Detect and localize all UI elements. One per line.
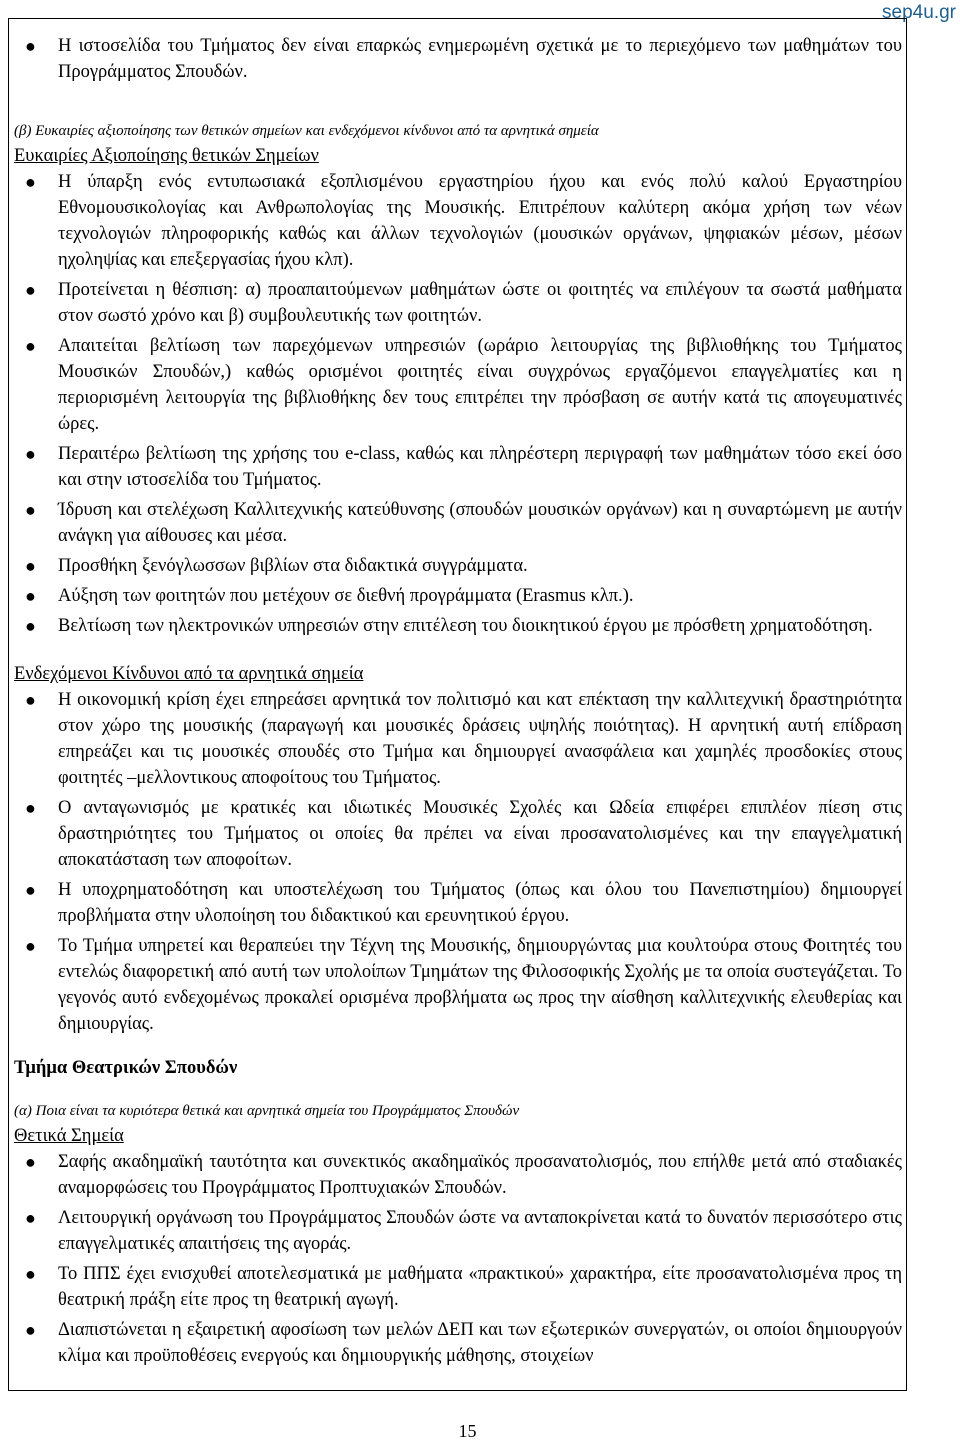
watermark: sep4u.gr xyxy=(882,2,956,23)
positives-list xyxy=(14,1149,902,1369)
bullet-icon: ● xyxy=(25,880,36,900)
list-item xyxy=(14,795,902,873)
list-item-text: Απαιτείται βελτίωση των παρεχόμενων υπηρεσιών (ωράριο λειτουργίας της βιβλιοθήκης του Τμήματος Μουσικών Σπουδών,) καθώς ορισμένοι φοιτητές είναι συγχρόνως εργαζόμενοι επαγγελματίες και η περιορισμένη λειτουργία της βιβλιοθήκης δεν τους επιτρέπει την πρόσβαση σε αυτήν κατά τις απογευματινές ώρες. xyxy=(58,336,902,434)
list-item-text: Προτείνεται η θέσπιση: α) προαπαιτούμενων μαθημάτων ώστε οι φοιτητές να επιλέγουν τα σωστά μαθήματα στον σωστό χρόνο και β) συμβουλευτικής των φοιτητών. xyxy=(58,280,902,326)
list-item-text: Λειτουργική οργάνωση του Προγράμματος Σπουδών ώστε να ανταποκρίνεται κατά το δυνατόν περισσότερο στις επαγγελματικές απαιτήσεις της αγοράς. xyxy=(58,1208,902,1254)
list-item xyxy=(14,277,902,329)
risks-heading: Ενδεχόμενοι Κίνδυνοι από τα αρνητικά σημεία xyxy=(14,664,364,684)
bullet-icon: ● xyxy=(25,444,36,464)
list-item-text: Ίδρυση και στελέχωση Καλλιτεχνικής κατεύθυνσης (σπουδών μουσικών οργάνων) και η συναρτώμενη με αυτήν ανάγκη για αίθουσες και μέσα. xyxy=(58,500,902,546)
bullet-icon: ● xyxy=(25,798,36,818)
bullet-icon: ● xyxy=(25,172,36,192)
list-item-text: Ο ανταγωνισμός με κρατικές και ιδιωτικές Μουσικές Σχολές και Ωδεία επιφέρει επιπλέον πίεση στις δραστηριότητες του Τμήματος οι οποίες θα πρέπει να είναι προσανατολισμένες και την επαγγελματική αποκατάσταση των αποφοίτων. xyxy=(58,798,902,870)
bullet-icon: ● xyxy=(25,1152,36,1172)
bullet-icon: ● xyxy=(25,36,36,56)
positives-heading: Θετικά Σημεία xyxy=(14,1126,124,1146)
list-item xyxy=(14,1317,902,1369)
list-item-text: Αύξηση των φοιτητών που μετέχουν σε διεθνή προγράμματα (Erasmus κλπ.). xyxy=(58,586,634,606)
list-item-text: Το ΠΠΣ έχει ενισχυθεί αποτελεσματικά με μαθήματα «πρακτικού» χαρακτήρα, είτε προσανατολισμένα προς τη θεατρική πράξη είτε προς τη θεατρική αγωγή. xyxy=(58,1264,902,1310)
list-item xyxy=(14,877,902,929)
list-item-text: Διαπιστώνεται η εξαιρετική αφοσίωση των μελών ΔΕΠ και των εξωτερικών συνεργατών, οι οποίοι δημιουργούν κλίμα και προϋποθέσεις ενεργούς και δημιουργικής μάθησης, στοιχείων xyxy=(58,1320,902,1366)
list-item xyxy=(14,497,902,549)
bullet-icon: ● xyxy=(25,616,36,636)
list-item xyxy=(14,441,902,493)
list-item xyxy=(14,933,902,1037)
opportunities-list xyxy=(14,169,902,639)
bullet-icon: ● xyxy=(25,1320,36,1340)
opportunities-heading: Ευκαιρίες Αξιοποίησης θετικών Σημείων xyxy=(14,146,319,166)
list-item-text: Σαφής ακαδημαϊκή ταυτότητα και συνεκτικός ακαδημαϊκός προσανατολισμός, που επήλθε μετά από σταδιακές αναμορφώσεις του Προγράμματος Προπτυχιακών Σπουδών. xyxy=(58,1152,902,1198)
list-item xyxy=(14,1149,902,1201)
list-item xyxy=(14,687,902,791)
list-item-text: Η ύπαρξη ενός εντυπωσιακά εξοπλισμένου εργαστηρίου ήχου και ενός πολύ καλού Εργαστηρίου Εθνομουσικολογίας και Ανθρωπολογίας της Μουσικής. Επιτρέπουν καλύτερη ακόμα χρήση των νέων τεχνολογιών πληροφορικής καθώς και άλλων τεχνολογιών (μουσικών οργάνων, ψηφιακών μέσων, μέσων ηχοληψίας και επεξεργασίας ήχου κλπ). xyxy=(58,172,902,270)
bullet-icon: ● xyxy=(25,586,36,606)
section-b-subtitle: (β) Ευκαιρίες αξιοποίησης των θετικών σημείων και ενδεχόμενοι κίνδυνοι από τα αρνητικά σημεία xyxy=(14,123,599,139)
list-item xyxy=(14,1205,902,1257)
list-item xyxy=(14,1261,902,1313)
bullet-icon: ● xyxy=(25,1264,36,1284)
list-item xyxy=(14,583,902,609)
list-item xyxy=(14,33,902,85)
list-item-text: Η ιστοσελίδα του Τμήματος δεν είναι επαρκώς ενημερωμένη σχετικά με το περιεχόμενο των μαθημάτων του Προγράμματος Σπουδών. xyxy=(58,36,902,82)
list-item-text: Προσθήκη ξενόγλωσσων βιβλίων στα διδακτικά συγγράμματα. xyxy=(58,556,528,576)
text-frame xyxy=(8,18,907,1391)
list-item-text: Η υποχρηματοδότηση και υποστελέχωση του Τμήματος (όπως και όλου του Πανεπιστημίου) δημιουργεί προβλήματα στην υλοποίηση του διδακτικού και ερευνητικού έργου. xyxy=(58,880,902,926)
list-item-text: Βελτίωση των ηλεκτρονικών υπηρεσιών στην επιτέλεση του διοικητικού έργου με πρόσθετη χρηματοδότηση. xyxy=(58,616,873,636)
bullet-icon: ● xyxy=(25,690,36,710)
theatre-heading: Τμήμα Θεατρικών Σπουδών xyxy=(14,1058,238,1078)
theatre-subtitle: (α) Ποια είναι τα κυριότερα θετικά και αρνητικά σημεία του Προγράμματος Σπουδών xyxy=(14,1103,520,1119)
bullet-list-intro xyxy=(14,33,902,85)
list-item xyxy=(14,553,902,579)
bullet-icon: ● xyxy=(25,336,36,356)
risks-list xyxy=(14,687,902,1037)
list-item xyxy=(14,333,902,437)
list-item-text: Το Τμήμα υπηρετεί και θεραπεύει την Τέχνη της Μουσικής, δημιουργώντας μια κουλτούρα στους Φοιτητές του εντελώς διαφορετική από αυτή των υπολοίπων Τμημάτων της Φιλοσοφικής Σχολής με τα οποία συστεγάζεται. Το γεγονός αυτό ενδεχομένως προκαλεί ορισμένα προβλήματα ως προς την αίσθηση καλλιτεχνικής ελευθερίας και δημιουργίας. xyxy=(58,936,902,1034)
bullet-icon: ● xyxy=(25,936,36,956)
list-item-text: Περαιτέρω βελτίωση της χρήσης του e-class, καθώς και πληρέστερη περιγραφή των μαθημάτων τόσο εκεί όσο και στην ιστοσελίδα του Τμήματος. xyxy=(58,444,902,490)
page-number: 15 xyxy=(458,1421,477,1441)
bullet-icon: ● xyxy=(25,280,36,300)
bullet-icon: ● xyxy=(25,556,36,576)
bullet-icon: ● xyxy=(25,1208,36,1228)
bullet-icon: ● xyxy=(25,500,36,520)
list-item xyxy=(14,169,902,273)
list-item-text: Η οικονομική κρίση έχει επηρεάσει αρνητικά τον πολιτισμό και κατ επέκταση την καλλιτεχνική δραστηριότητα στον χώρο της μουσικής (παραγωγή και μουσικές δράσεις υψηλής ποιότητας). Η αρνητική αυτή επίδραση επηρεάζει και τις μουσικές σπουδές στο Τμήμα και δημιουργεί ανασφάλεια και χαμηλές προσδοκίες στους φοιτητές –μελλοντικους αποφοίτους του Τμήματος. xyxy=(58,690,902,788)
list-item xyxy=(14,613,902,639)
